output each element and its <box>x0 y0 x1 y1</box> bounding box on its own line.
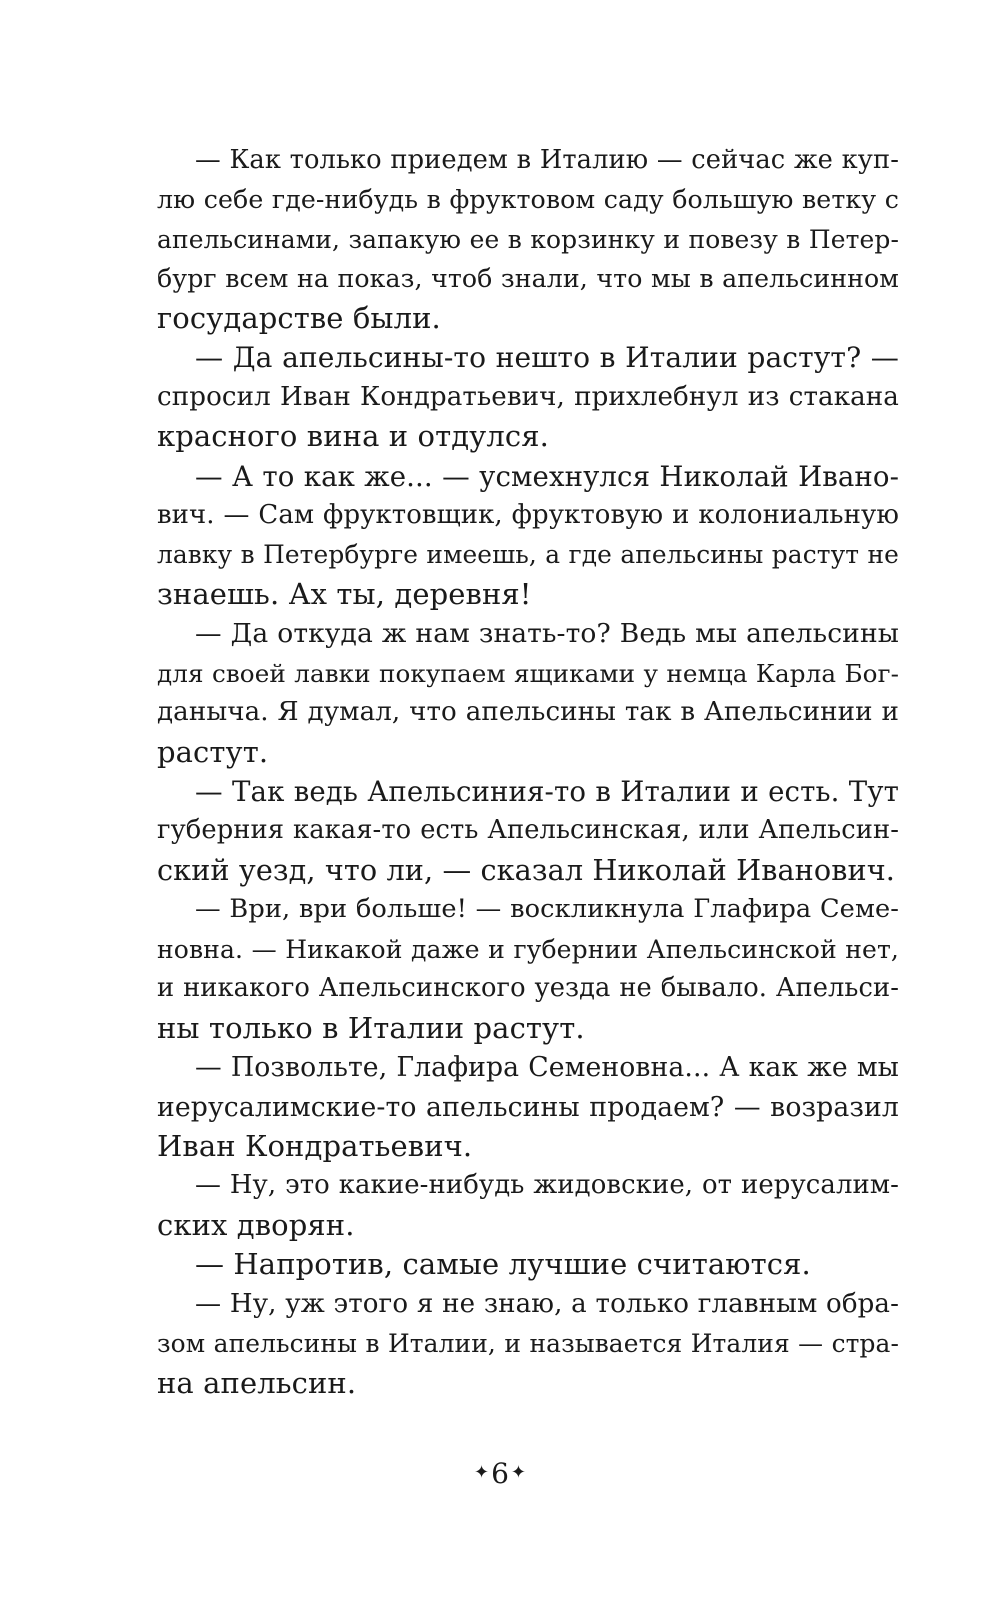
paragraph <box>157 457 899 615</box>
paragraph <box>157 141 899 338</box>
text-line: лю себе где-нибудь в фруктовом саду большую ветку с <box>157 185 899 215</box>
text-line: ский уезд, что ли, — сказал Николай Иванович. <box>157 852 895 887</box>
paragraph <box>157 338 899 456</box>
text-line: — А то как же... — усмехнулся Николай Ивано- <box>195 459 899 493</box>
text-line: губерния какая-то есть Апельсинская, или Апельсин- <box>157 815 899 846</box>
text-line: апельсинами, запакую ее в корзинку и повезу в Петер- <box>157 224 899 254</box>
text-line: на апельсин. <box>157 1365 357 1400</box>
paragraph <box>157 890 899 1048</box>
text-line: — Напротив, самые лучшие считаются. <box>195 1247 811 1282</box>
text-line: — Ври, ври больше! — воскликнула Глафира Семе- <box>195 894 899 925</box>
text-line: — Да апельсины-то нешто в Италии растут? — <box>195 341 899 375</box>
text-line: ских дворян. <box>157 1207 355 1242</box>
text-line: вич. — Сам фруктовщик, фруктовую и колониальную <box>157 499 899 530</box>
text-line: — Как только приедем в Италию — сейчас же куп- <box>195 145 899 175</box>
text-line: Иван Кондратьевич. <box>157 1128 473 1163</box>
text-line: — Ну, уж этого я не знаю, а только главным обра- <box>195 1288 899 1319</box>
text-line: — Ну, это какие-нибудь жидовские, от иерусалим- <box>195 1170 899 1201</box>
paragraph <box>157 772 899 890</box>
text-line: и никакого Апельсинского уезда не бывало. Апельси- <box>157 973 899 1004</box>
paragraph <box>157 1048 899 1166</box>
text-line: спросил Иван Кондратьевич, прихлебнул из стакана <box>157 381 899 412</box>
page-number-value: 6 <box>491 1457 509 1490</box>
text-line: растут. <box>157 734 269 769</box>
text-line: ны только в Италии растут. <box>157 1010 585 1045</box>
text-line: новна. — Никакой даже и губернии Апельсинской нет, <box>157 934 899 964</box>
text-line: для своей лавки покупаем ящиками у немца Карла Бог- <box>157 658 899 688</box>
paragraph <box>157 1245 899 1284</box>
ornament-right-icon: ✦ <box>510 1461 526 1483</box>
text-line: знаешь. Ах ты, деревня! <box>157 576 532 611</box>
text-line: — Так ведь Апельсиния-то в Италии и есть. Тут <box>195 775 899 808</box>
text-line: даныча. Я думал, что апельсины так в Апельсинии и <box>157 697 899 728</box>
text-line: лавку в Петербурге имеешь, а где апельсины растут не <box>157 540 899 570</box>
page-number <box>0 1454 1000 1496</box>
text-line: бург всем на показ, чтоб знали, что мы в апельсинном <box>157 264 899 294</box>
text-line: зом апельсины в Италии, и называется Италия — стра- <box>157 1329 899 1359</box>
ornament-left-icon: ✦ <box>473 1461 490 1483</box>
paragraph <box>157 1166 899 1245</box>
text-line: иерусалимские-то апельсины продаем? — возразил <box>157 1091 899 1123</box>
text-line: красного вина и отдулся. <box>157 419 549 454</box>
text-line: — Да откуда ж нам знать-то? Ведь мы апельсины <box>195 618 899 650</box>
text-line: — Позвольте, Глафира Семеновна... А как же мы <box>195 1052 899 1084</box>
paragraph <box>157 1285 899 1403</box>
text-line: государстве были. <box>157 300 441 335</box>
body-text <box>157 141 899 1403</box>
paragraph <box>157 614 899 772</box>
